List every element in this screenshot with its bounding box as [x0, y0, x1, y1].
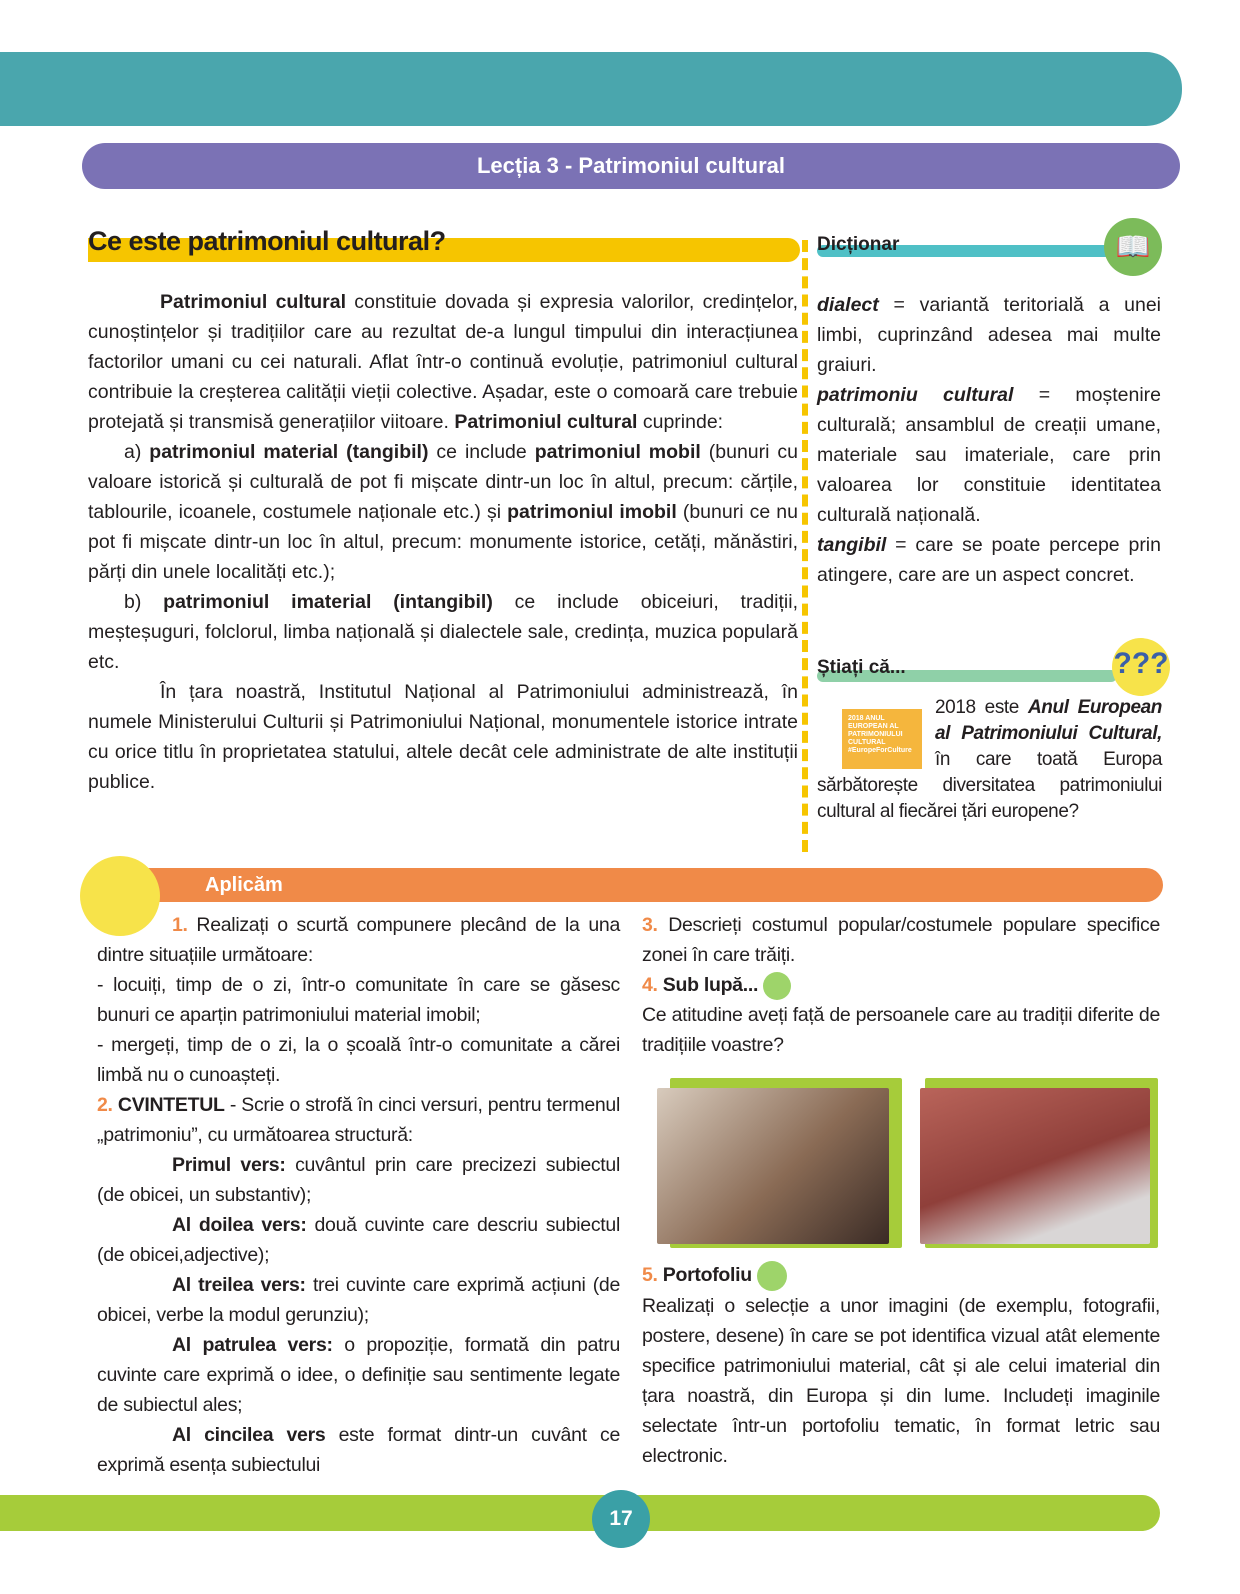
verse-text: este format dintr-un cuvânt ce exprimă esența subiectului [97, 1424, 620, 1476]
definition: = care se poate percepe prin atingere, care are un aspect concret. [817, 534, 1161, 586]
verse-text: trei cuvinte care exprimă acțiuni (de obicei, verbe la modul gerunziu); [97, 1274, 620, 1326]
bold-term: patrimoniul mobil [534, 441, 701, 463]
definition: = moștenire culturală; ansamblul de creații umane, materiale sau imateriale, care prin valoarea lor constituie identitatea culturală națională. [817, 384, 1161, 526]
exercise-text: Realizați o selecție a unor imagini (de exemplu, fotografii, postere, desene) în care se pot identifica vizual atât elemente specifice patrimoniului material, cât și ale celui imaterial din țara noastră, din Europa și din lume. Includeți imaginile selectate într-un portofoliu tematic, în format letric sau electronic. [642, 1294, 1160, 1467]
paragraph-material [88, 437, 798, 587]
clipboard-icon [757, 1261, 787, 1291]
text-segment: În țara noastră, Institutul Național al Patrimoniului administrează, în numele Ministerului Culturii și Patrimoniului Național, monumentele istorice intrate cu orice titlu în proprietatea statului, altele decât cele administrate de alte instituții publice. [88, 681, 798, 793]
exercise-number: 5. [642, 1264, 658, 1286]
lesson-title: Lecția 3 - Patrimoniul cultural [82, 143, 1180, 189]
bold-term: patrimoniul material (tangibil) [149, 441, 429, 463]
exercise-number: 3. [642, 914, 658, 936]
exercise-text: Descrieți costumul popular/costumele populare specifice zonei în care trăiți. [642, 914, 1160, 966]
exercises-left [97, 910, 620, 1480]
term: patrimoniu cultural [817, 384, 1014, 406]
verse-label: Primul vers: [172, 1154, 286, 1176]
friends-photo [657, 1088, 889, 1244]
text-segment: ce include [428, 441, 535, 463]
magnifier-icon [763, 972, 791, 1000]
logo-text: 2018 ANUL EUROPEAN AL PATRIMONIULUI CULTURAL #EuropeForCulture [848, 715, 912, 754]
text-segment: a) [124, 441, 150, 463]
exercise-title: Sub lupă... [662, 974, 759, 996]
term: tangibil [817, 534, 887, 556]
top-banner [0, 52, 1182, 126]
dictionary-title: Dicționar [817, 234, 900, 255]
bold-term: Patrimoniul cultural [454, 411, 638, 433]
footer-bar [0, 1495, 1160, 1531]
dictionary-entries [817, 290, 1161, 590]
term: dialect [817, 294, 879, 316]
page-number: 17 [592, 1490, 650, 1548]
text: 2018 este [935, 697, 1028, 718]
exercise-5 [642, 1260, 1160, 1471]
text-segment: (bunuri cu valoare istorică și culturală de pot fi mișcate dintr-un loc în altul, precum: cărțile, tablourile, icoanele, costumele naționale etc.) și [88, 441, 798, 523]
section-heading [88, 226, 800, 262]
verse-label: Al cincilea vers [172, 1424, 326, 1446]
exercise-title: Portofoliu [662, 1264, 752, 1286]
exercises-right [642, 910, 1160, 1060]
did-you-know-title: Știați că... [817, 657, 906, 678]
logo-spacer [817, 695, 935, 773]
paragraph-intro [88, 287, 798, 437]
exercise-text: Realizați o scurtă compunere plecând de la una dintre situațiile următoare: [97, 914, 620, 966]
main-text [88, 287, 798, 797]
exercise-number: 1. [172, 914, 188, 936]
verse-label: Al patrulea vers: [172, 1334, 333, 1356]
verse-text: cuvântul prin care precizezi subiectul (de obicei, un substantiv); [97, 1154, 621, 1206]
apply-title: Aplicăm [205, 874, 283, 896]
apply-header [120, 868, 1163, 902]
girls-photo [920, 1088, 1150, 1244]
verse-text: o propoziție, formată din patru cuvinte care exprimă o idee, o definiție sau sentimente legate de subiectul ales; [97, 1334, 620, 1416]
book-icon: 📖 [1104, 218, 1162, 276]
page-title: Ce este patrimoniul cultural? [88, 226, 446, 256]
exercise-number: 2. [97, 1094, 113, 1116]
emphasis: Anul European al Patrimoniului Cultural, [935, 697, 1162, 744]
text-segment: (bunuri ce nu pot fi mișcate dintr-un loc în altul, precum: monumente istorice, cetăți, mănăstiri, părți din unele localități etc.); [88, 501, 798, 583]
verse-label: Al treilea vers: [172, 1274, 306, 1296]
bold-term: patrimoniul imobil [507, 501, 677, 523]
text-segment: constituie dovada și expresia valorilor, credințelor, cunoștințelor și tradițiilor care au rezultat de-a lungul timpului din interacțiunea factorilor umani cu cei naturali. Aflat într-o continuă evoluție, patrimoniul cultural contribuie la creșterea calității vieții colective. Așadar, este o comoară care trebuie protejată și transmisă generațiilor viitoare. [88, 291, 798, 433]
verse-text: două cuvinte care descriu subiectul (de obicei,adjective); [97, 1214, 620, 1266]
bold-term: patrimoniul imaterial (intangibil) [163, 591, 493, 613]
did-you-know-text [817, 695, 1162, 825]
text-segment: b) [124, 591, 164, 613]
text-segment: ce include obiceiuri, tradiții, meșteșuguri, folclorul, limba națională și dialectele sale, credința, muzica populară etc. [88, 591, 798, 673]
paragraph-institute [88, 677, 798, 797]
paragraph-immaterial [88, 587, 798, 677]
definition: = variantă teritorială a unei limbi, cuprinzând adesea mai multe graiuri. [817, 294, 1161, 376]
verse-label: Al doilea vers: [172, 1214, 307, 1236]
exercise-bullet: - locuiți, timp de o zi, într-o comunitate în care se găsesc bunuri ce aparțin patrimoniului material imobil; [97, 974, 620, 1026]
exercise-text: - Scrie o strofă în cinci versuri, pentru termenul „patrimoniu”, cu următoarea structură: [97, 1094, 620, 1146]
exercise-title: CVINTETUL [117, 1094, 225, 1116]
question-marks-icon: ??? [1112, 638, 1170, 696]
bold-term: Patrimoniul cultural [160, 291, 346, 313]
column-divider [802, 240, 808, 852]
text-segment: cuprinde: [637, 411, 724, 433]
text: în care toată Europa sărbătorește diversitatea patrimoniului cultural al fiecărei țări europene? [817, 749, 1162, 822]
exercise-text: Ce atitudine aveți față de persoanele care au tradiții diferite de tradițiile voastre? [642, 1004, 1160, 1056]
exercise-bullet: - mergeți, timp de o zi, la o școală într-o comunitate a cărei limbă nu o cunoașteți. [97, 1034, 620, 1086]
exercise-number: 4. [642, 974, 658, 996]
